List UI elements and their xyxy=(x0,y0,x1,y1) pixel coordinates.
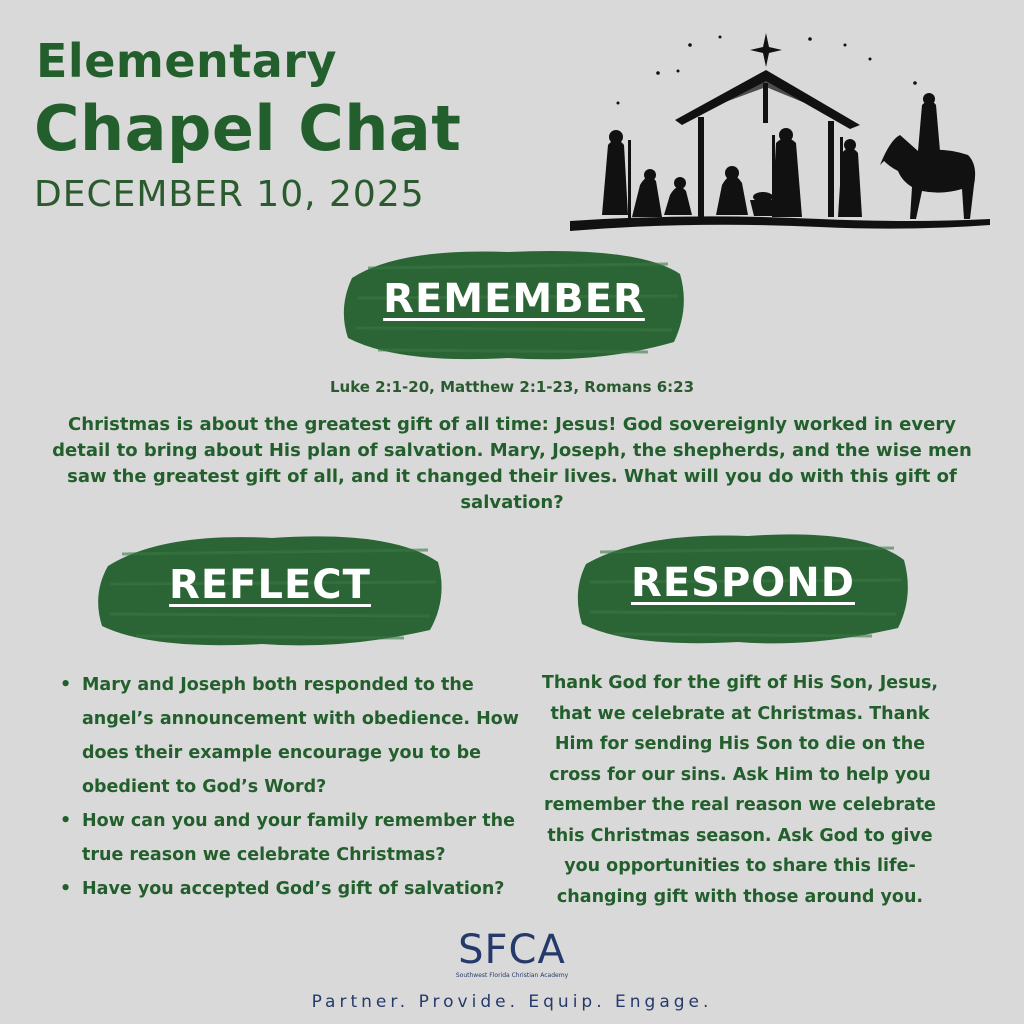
respond-heading-banner xyxy=(572,520,914,652)
sfca-logo xyxy=(0,927,1024,979)
title-elementary: Elementary xyxy=(36,34,337,88)
list-item: • How can you and your family remember the true reason we celebrate Christmas? xyxy=(60,804,520,872)
title-chapel-chat: Chapel Chat xyxy=(34,92,462,165)
list-item: • Have you accepted God’s gift of salvation? xyxy=(60,872,520,906)
logo-subtitle: Southwest Florida Christian Academy xyxy=(455,972,569,979)
remember-heading-banner xyxy=(338,238,690,368)
tagline: Partner. Provide. Equip. Engage. xyxy=(311,992,713,1012)
respond-paragraph: Thank God for the gift of His Son, Jesus, that we celebrate at Christmas. Thank Him for sending His Son to die on the cross for our sins. Ask Him to help you remember the real reason we celebrate this Christmas season. Ask God to give you opportunities to share this life-changing gift with those around you. xyxy=(541,673,939,907)
reflect-heading: REFLECT xyxy=(169,562,371,608)
reflect-questions xyxy=(60,668,520,906)
nativity-silhouette-icon xyxy=(570,25,990,245)
logo-text: SFCA xyxy=(458,927,566,973)
respond-heading: RESPOND xyxy=(631,560,855,606)
remember-paragraph: Christmas is about the greatest gift of all time: Jesus! God sovereignly worked in every detail to bring about His plan of salvation. Mary, Joseph, the shepherds, and the wise men saw the greatest gift of all, and it changed their lives. What will you do with this gift of salvation? xyxy=(52,414,972,513)
date-line: DECEMBER 10, 2025 xyxy=(34,174,425,215)
bullet-icon: • xyxy=(60,811,72,831)
list-item: • Mary and Joseph both responded to the angel’s announcement with obedience. How does their example encourage you to be obedient to God’s Word? xyxy=(60,668,520,804)
bullet-icon: • xyxy=(60,675,72,695)
scripture-references: Luke 2:1-20, Matthew 2:1-23, Romans 6:23 xyxy=(329,378,695,396)
remember-heading: REMEMBER xyxy=(383,276,645,322)
reflect-heading-banner xyxy=(92,522,448,654)
bullet-icon: • xyxy=(60,879,72,899)
